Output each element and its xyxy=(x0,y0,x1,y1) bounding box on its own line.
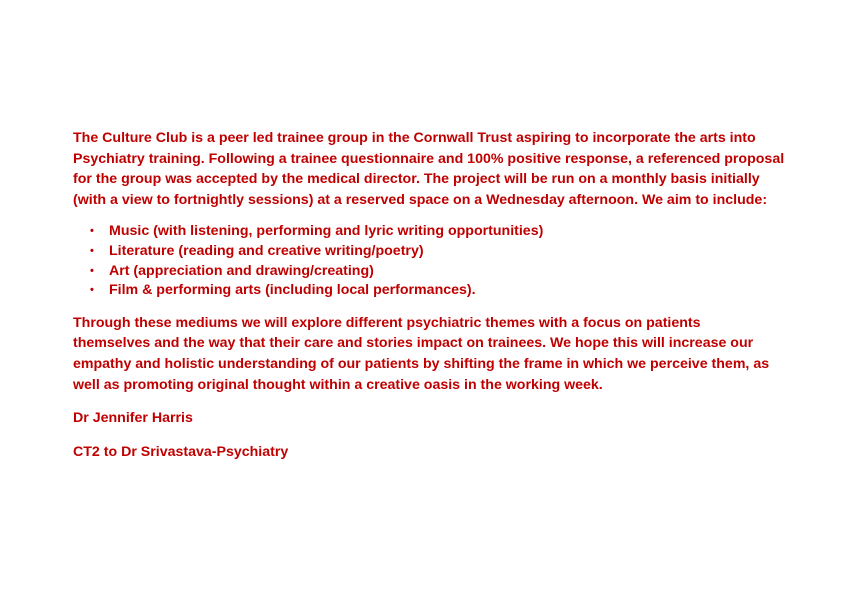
list-item xyxy=(73,262,793,282)
closing-line: well as promoting original thought within a creative oasis in the working week. xyxy=(73,376,603,393)
closing-paragraph xyxy=(73,313,793,395)
closing-line: empathy and holistic understanding of our patients by shifting the frame in which we perceive them, as xyxy=(73,355,770,372)
list-item-text: Literature (reading and creative writing/poetry) xyxy=(109,242,424,259)
activities-list xyxy=(73,222,793,300)
list-item xyxy=(73,222,793,242)
list-item-text: Film & performing arts (including local performances). xyxy=(109,282,476,299)
author-role: CT2 to Dr Srivastava-Psychiatry xyxy=(73,443,289,460)
bullet-icon: • xyxy=(90,244,94,257)
author-name: Dr Jennifer Harris xyxy=(73,410,193,427)
intro-paragraph xyxy=(73,128,793,210)
intro-line: Psychiatry training. Following a trainee questionnaire and 100% positive response, a referenced proposal xyxy=(73,150,785,167)
closing-line: themselves and the way that their care and stories impact on trainees. We hope this will increase our xyxy=(73,335,754,352)
intro-line: (with a view to fortnightly sessions) at a reserved space on a Wednesday afternoon. We aim to include: xyxy=(73,191,768,208)
list-item-text: Music (with listening, performing and lyric writing opportunities) xyxy=(109,223,544,240)
document-body xyxy=(73,128,793,462)
intro-line: for the group was accepted by the medical director. The project will be run on a monthly basis initially xyxy=(73,171,760,188)
closing-line: Through these mediums we will explore different psychiatric themes with a focus on patients xyxy=(73,314,701,331)
intro-line: The Culture Club is a peer led trainee group in the Cornwall Trust aspiring to incorporate the arts into xyxy=(73,130,756,146)
list-item xyxy=(73,242,793,262)
list-item-text: Art (appreciation and drawing/creating) xyxy=(109,262,374,279)
list-item xyxy=(73,281,793,301)
bullet-icon: • xyxy=(90,264,94,277)
bullet-icon: • xyxy=(90,225,94,238)
bullet-icon: • xyxy=(90,284,94,297)
